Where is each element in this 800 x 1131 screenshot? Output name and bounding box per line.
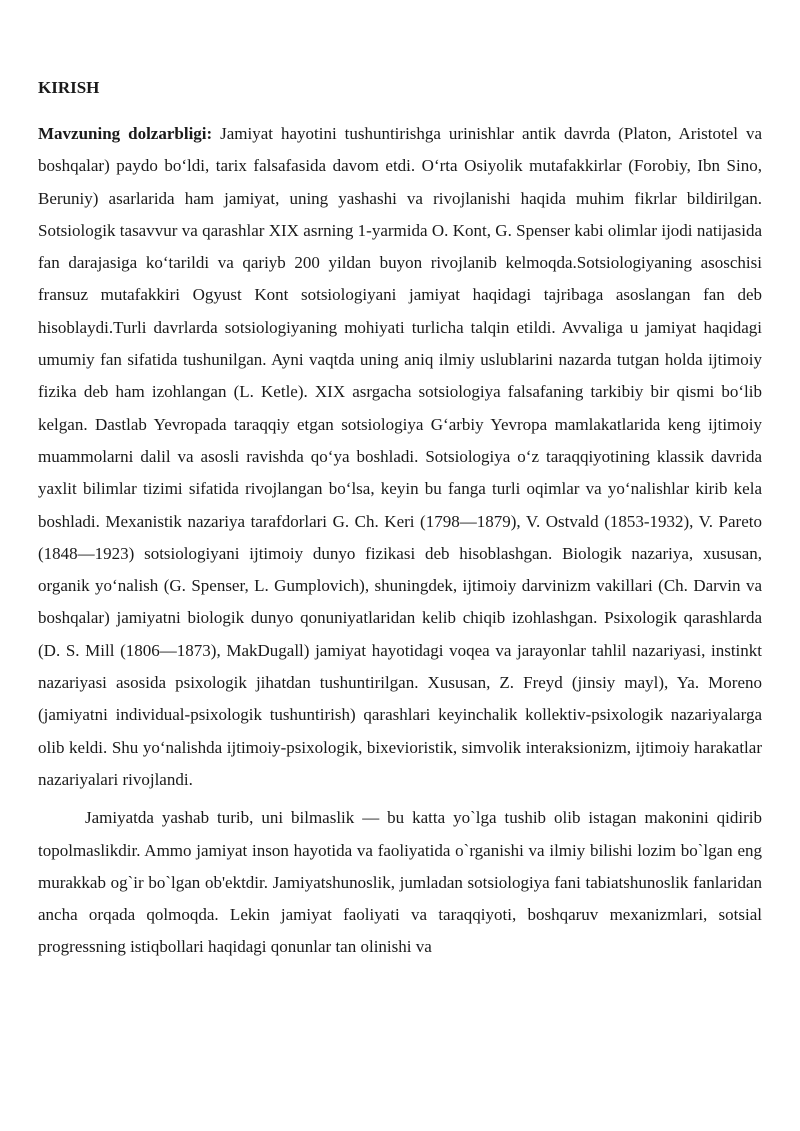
paragraph-lead-label: Mavzuning dolzarbligi: [38,124,213,143]
document-page [38,72,762,964]
section-heading: KIRISH [38,78,100,97]
paragraph-relevance [38,118,762,796]
paragraph-relevance-text: Jamiyat hayotini tushuntirishga urinishlar antik davrda (Platon, Aristotel va boshqalar) paydo bo‘ldi, tarix falsafasida davom etdi. O‘rta Osiyolik mutafakkirlar (Forobiy, Ibn Sino, Beruniy) asarlarida ham jamiyat, uning yashashi va rivojlanishi haqida muhim fikrlar bildirilgan. Sotsiologik tasavvur va qarashlar XIX asrning 1-yarmida O. Kont, G. Spenser kabi olimlar ijodi natijasida fan darajasiga ko‘tarildi va qariyb 200 yildan buyon rivojlanib kelmoqda.Sotsiologiyaning asoschisi fransuz mutafakkiri Ogyust Kont sotsiologiyani jamiyat haqidagi tajribaga asoslangan fan deb hisoblaydi.Turli davrlarda sotsiologiyaning mohiyati turlicha talqin etildi. Avvaliga u jamiyat haqidagi umumiy fan sifatida tushunilgan. Ayni vaqtda uning aniq ilmiy uslublarini nazarda tutgan holda ijtimoiy fizika deb ham izohlangan (L. Ketle). XIX asrgacha sotsiologiya falsafaning tarkibiy bir qismi bo‘lib kelgan. Dastlab Yevropada taraqqiy etgan sotsiologiya G‘arbiy Yevropa mamlakatlarida keng ijtimoiy muammolarni dalil va asosli ravishda qo‘ya boshladi. Sotsiologiya o‘z taraqqiyotining klassik davrida yaxlit bilimlar tizimi sifatida rivojlangan bo‘lsa, keyin bu fanga turli oqimlar va yo‘nalishlar kirib kela boshladi. Mexanistik nazariya tarafdorlari G. Ch. Keri (1798—1879), V. Ostvald (1853-1932), V. Pareto (1848—1923) sotsiologiyani ijtimoiy dunyo fizikasi deb hisoblashgan. Biologik nazariya, xususan, organik yo‘nalish (G. Spenser, L. Gumplovich), shuningdek, ijtimoiy darvinizm vakillari (Ch. Darvin va boshqalar) jamiyatni biologik dunyo qonuniyatlaridan kelib chiqib izohlashgan. Psixologik qarashlarda (D. S. Mill (1806—1873), MakDugall) jamiyat hayotidagi voqea va jarayonlar tahlil nazariyasi, instinkt nazariyasi asosida psixologik jihatdan tushuntirilgan. Xususan, Z. Freyd (jinsiy mayl), Ya. Moreno (jamiyatni individual-psixologik tushuntirish) qarashlari keyinchalik kollektiv-psixologik nazariyalarga olib keldi. Shu yo‘nalishda ijtimoiy-psixologik, bixevioristik, simvolik interaksionizm, ijtimoiy harakatlar nazariyalari rivojlandi. [38,124,762,789]
paragraph-society: Jamiyatda yashab turib, uni bilmaslik — bu katta yo`lga tushib olib istagan makonini qidirib topolmaslikdir. Ammo jamiyat inson hayotida va faoliyatida o`rganishi va ilmiy bilishi lozim bo`lgan eng murakkab og`ir bo`lgan ob'ektdir. Jamiyatshunoslik, jumladan sotsiologiya fani tabiatshunoslik fanlaridan ancha orqada qolmoqda. Lekin jamiyat faoliyati va taraqqiyoti, boshqaruv mexanizmlari, sotsial progressning istiqbollari haqidagi qonunlar tan olinishi va [38,808,762,957]
